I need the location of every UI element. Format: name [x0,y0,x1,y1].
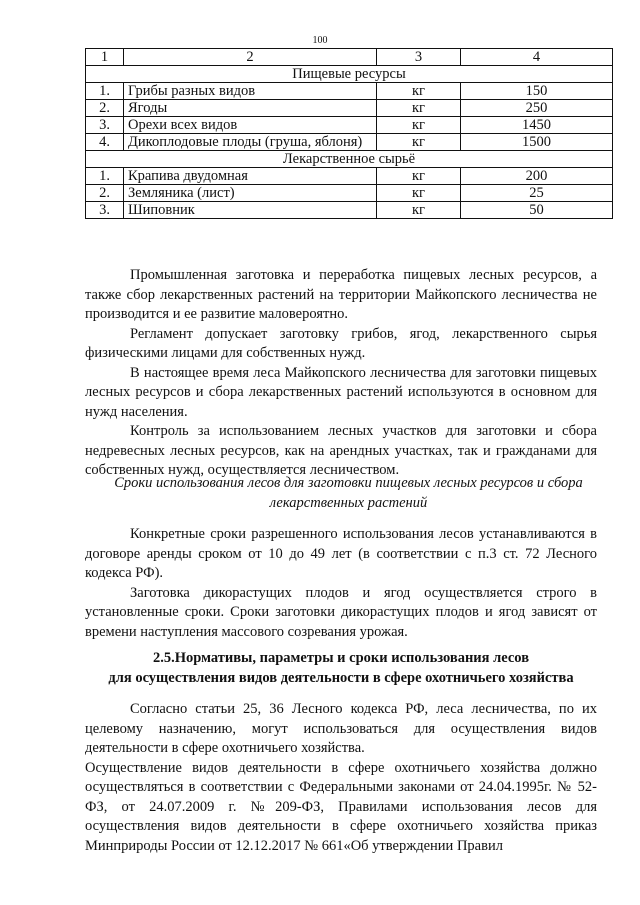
resource-value: 1450 [461,117,613,134]
paragraph: Конкретные сроки разрешенного использования лесов устанавливаются в договоре аренды сроком от 10 до 49 лет (в соответствии с п.3 ст. 72 Лесного кодекса РФ). [85,526,597,581]
resource-unit: кг [377,100,461,117]
table-row [86,202,613,219]
resource-unit: кг [377,117,461,134]
row-number: 2. [86,185,124,202]
resource-name: Ягоды [124,100,377,117]
resource-unit: кг [377,202,461,219]
resource-value: 150 [461,83,613,100]
resource-name: Земляника (лист) [124,185,377,202]
section-heading [85,649,597,688]
resource-value: 250 [461,100,613,117]
italic-subheading: Сроки использования лесов для заготовки пищевых лесных ресурсов и сбора лекарственных растений [114,475,583,511]
paragraph: Контроль за использованием лесных участков для заготовки и сбора недревесных лесных ресурсов, как на арендных участках, так и гражданами для собственных нужд, осуществляется лесничеством. [85,423,597,478]
paragraph: Регламент допускает заготовку грибов, ягод, лекарственного сырья физическими лицами для собственных нужд. [85,325,597,361]
resources-table [85,48,613,219]
paragraph: В настоящее время леса Майкопского лесничества для заготовки пищевых лесных ресурсов и сбора лекарственных растений используются в основном для нужд населения. [85,364,597,420]
row-number: 1. [86,83,124,100]
resource-name: Орехи всех видов [124,117,377,134]
resource-value: 1500 [461,134,613,151]
row-number: 3. [86,117,124,134]
text-block-gathering [85,266,597,481]
row-number: 2. [86,100,124,117]
resource-value: 25 [461,185,613,202]
resource-value: 50 [461,202,613,219]
section-title-row [86,66,613,83]
text-block-hunting [85,700,597,856]
paragraph: Промышленная заготовка и переработка пищевых лесных ресурсов, а также сбор лекарственных растений на территории Майкопского лесничества не производится и ее развитие маловероятно. [85,267,597,322]
header-cell: 4 [461,49,613,66]
section-title-food: Пищевые ресурсы [86,66,613,83]
paragraph: Согласно статьи 25, 36 Лесного кодекса РФ, леса лесничества, по их целевому назначению, могут использоваться для осуществления видов деятельности в сфере охотничьего хозяйства. [85,701,597,756]
resource-name: Крапива двудомная [124,168,377,185]
row-number: 3. [86,202,124,219]
resource-value: 200 [461,168,613,185]
table-row [86,83,613,100]
resource-name: Грибы разных видов [124,83,377,100]
header-cell: 3 [377,49,461,66]
table-header-row [86,49,613,66]
section-title-medicinal: Лекарственное сырьё [86,151,613,168]
table-row [86,117,613,134]
resource-name: Шиповник [124,202,377,219]
header-cell: 2 [124,49,377,66]
section-heading-line: для осуществления видов деятельности в сфере охотничьего хозяйства [108,669,574,686]
table-row [86,134,613,151]
resource-unit: кг [377,168,461,185]
resource-unit: кг [377,134,461,151]
page-number: 100 [312,35,328,46]
resource-unit: кг [377,83,461,100]
table-row [86,100,613,117]
header-cell: 1 [86,49,124,66]
resource-name: Дикоплодовые плоды (груша, яблоня) [124,134,377,151]
paragraph: Осуществление видов деятельности в сфере охотничьего хозяйства должно осуществляться в соответствии с Федеральными законами от 24.04.1995г. № 52-ФЗ, от 24.07.2009 г. №209-ФЗ, Правилами использования лесов для осуществления видов деятельности в сфере охотничьего хозяйства приказ Минприроды России от 12.12.2017 № 661«Об утверждении Правил [85,759,597,854]
section-heading-line: 2.5.Нормативы, параметры и сроки использования лесов [152,650,530,666]
table-row [86,185,613,202]
text-block-terms [85,525,597,642]
row-number: 1. [86,168,124,185]
section-title-row [86,151,613,168]
resource-unit: кг [377,185,461,202]
table-row [86,168,613,185]
paragraph: Заготовка дикорастущих плодов и ягод осуществляется строго в установленные сроки. Сроки заготовки дикорастущих плодов и ягод зависят от времени наступления массового созревания урожая. [85,584,597,640]
row-number: 4. [86,134,124,151]
